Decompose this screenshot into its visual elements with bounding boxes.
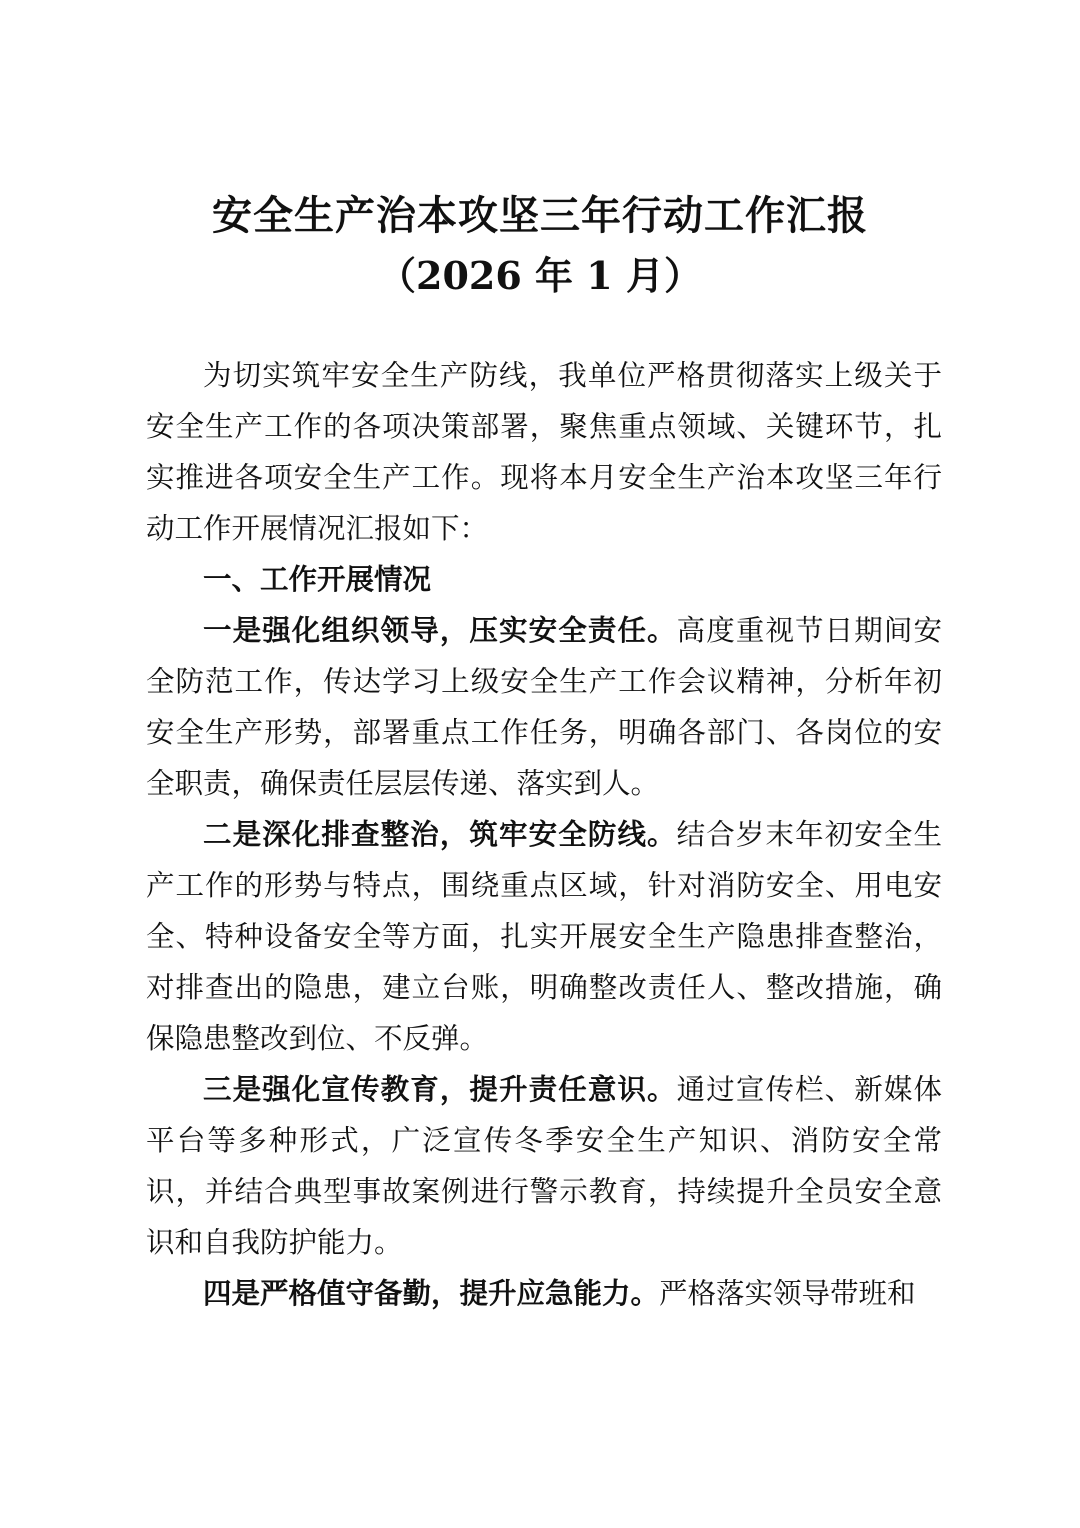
item-paragraph-2 bbox=[146, 809, 942, 1064]
item-text: 高度重视节日期间安全防范工作，传达学习上级安全生产工作会议精神，分析年初安全生产形势，部署重点工作任务，明确各部门、各岗位的安全职责，确保责任层层传递、落实到人。 bbox=[146, 614, 942, 800]
title-block bbox=[0, 188, 1080, 304]
item-paragraph-4 bbox=[146, 1268, 942, 1319]
item-lead: 四是严格值守备勤，提升应急能力。 bbox=[203, 1277, 660, 1310]
item-text: 结合岁末年初安全生产工作的形势与特点，围绕重点区域，针对消防安全、用电安全、特种设备安全等方面，扎实开展安全生产隐患排查整治，对排查出的隐患，建立台账，明确整改责任人、整改措施，确保隐患整改到位、不反弹。 bbox=[146, 818, 942, 1055]
item-paragraph-1 bbox=[146, 605, 942, 809]
item-paragraph-3 bbox=[146, 1064, 942, 1268]
document-date: （2026 年 1 月） bbox=[378, 253, 702, 298]
item-lead: 二是深化排查整治，筑牢安全防线。 bbox=[203, 818, 677, 851]
item-lead: 一是强化组织领导，压实安全责任。 bbox=[203, 614, 677, 647]
item-text: 严格落实领导带班和 bbox=[659, 1277, 916, 1310]
document-title: 安全生产治本攻坚三年行动工作汇报 bbox=[212, 192, 868, 239]
section-heading-1: 一、工作开展情况 bbox=[203, 563, 432, 596]
item-text: 通过宣传栏、新媒体平台等多种形式，广泛宣传冬季安全生产知识、消防安全常识，并结合典型事故案例进行警示教育，持续提升全员安全意识和自我防护能力。 bbox=[146, 1073, 942, 1259]
item-lead: 三是强化宣传教育，提升责任意识。 bbox=[203, 1073, 677, 1106]
document-body bbox=[146, 350, 942, 1319]
intro-paragraph: 为切实筑牢安全生产防线，我单位严格贯彻落实上级关于安全生产工作的各项决策部署，聚焦重点领域、关键环节，扎实推进各项安全生产工作。现将本月安全生产治本攻坚三年行动工作开展情况汇报如下： bbox=[146, 359, 942, 545]
